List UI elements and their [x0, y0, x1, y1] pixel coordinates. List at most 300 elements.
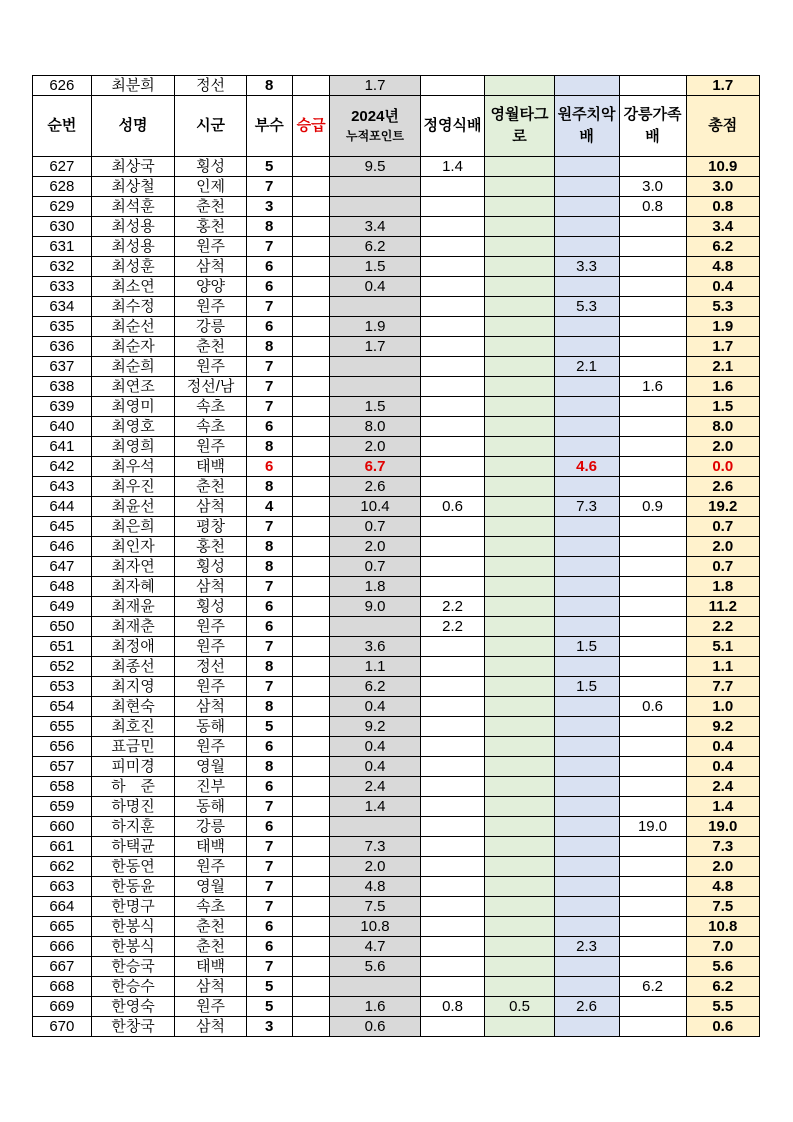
cell-jy: [420, 1017, 485, 1037]
cell-wj: [554, 337, 619, 357]
header-division: 부수: [246, 96, 292, 157]
cell-jy: [420, 897, 485, 917]
table-row: [33, 497, 760, 517]
cell-total: 10.8: [686, 917, 759, 937]
table-row: [33, 217, 760, 237]
cell-points: 7.5: [330, 897, 420, 917]
cell-division: 8: [246, 657, 292, 677]
cell-name: 최성용: [91, 237, 175, 257]
cell-total: 10.9: [686, 157, 759, 177]
cell-jy: [420, 177, 485, 197]
cell-name: 최상철: [91, 177, 175, 197]
cell-division: 6: [246, 917, 292, 937]
cell-yw: [485, 577, 554, 597]
cell-name: 하지훈: [91, 817, 175, 837]
cell-points: 9.5: [330, 157, 420, 177]
cell-yw: [485, 557, 554, 577]
cell-yw: [485, 917, 554, 937]
cell-wj: [554, 537, 619, 557]
cell-jy: [420, 737, 485, 757]
cell-total: 5.6: [686, 957, 759, 977]
cell-city: 원주: [175, 737, 246, 757]
table-row: [33, 637, 760, 657]
cell-name: 최영희: [91, 437, 175, 457]
cell-jy: [420, 937, 485, 957]
cell-jy: [420, 297, 485, 317]
cell-upgrade: [292, 397, 330, 417]
cell-city: 영월: [175, 757, 246, 777]
header-jy: 정영식배: [420, 96, 485, 157]
cell-gr: [619, 637, 686, 657]
cell-gr: [619, 1017, 686, 1037]
cell-division: 8: [246, 477, 292, 497]
table-row: [33, 897, 760, 917]
cell-upgrade: [292, 957, 330, 977]
cell-city: 강릉: [175, 817, 246, 837]
cell-yw: [485, 297, 554, 317]
cell-upgrade: [292, 697, 330, 717]
cell-yw: [485, 817, 554, 837]
cell-total: 4.8: [686, 877, 759, 897]
cell-total: 3.0: [686, 177, 759, 197]
cell-city: 횡성: [175, 157, 246, 177]
cell-wj: [554, 437, 619, 457]
cell-yw: [485, 417, 554, 437]
cell-upgrade: [292, 477, 330, 497]
cell-city: 횡성: [175, 597, 246, 617]
cell-points: [330, 617, 420, 637]
cell-points: 0.6: [330, 1017, 420, 1037]
cell-city: 원주: [175, 237, 246, 257]
cell-total: 0.7: [686, 517, 759, 537]
cell-gr: [619, 597, 686, 617]
table-row: [33, 657, 760, 677]
cell-jy: [420, 857, 485, 877]
cell-division: 7: [246, 877, 292, 897]
cell-gr: [619, 417, 686, 437]
table-row: [33, 317, 760, 337]
cell-total: 5.3: [686, 297, 759, 317]
cell-points: 8.0: [330, 417, 420, 437]
cell-points: 1.4: [330, 797, 420, 817]
cell-gr: 0.6: [619, 697, 686, 717]
cell-upgrade: [292, 417, 330, 437]
cell-division: 6: [246, 777, 292, 797]
cell-name: 최석훈: [91, 197, 175, 217]
cell-points: 1.7: [330, 337, 420, 357]
cell-gr: [619, 157, 686, 177]
cell-jy: 1.4: [420, 157, 485, 177]
cell-upgrade: [292, 757, 330, 777]
cell-points: 10.8: [330, 917, 420, 937]
cell-yw: [485, 197, 554, 217]
cell-upgrade: [292, 897, 330, 917]
cell-total: 1.7: [686, 337, 759, 357]
cell-seq: 627: [33, 157, 92, 177]
cell-city: 원주: [175, 637, 246, 657]
table-row: [33, 777, 760, 797]
cell-upgrade: [292, 817, 330, 837]
cell-yw: [485, 737, 554, 757]
cell-points: 5.6: [330, 957, 420, 977]
cell-yw: [485, 337, 554, 357]
table-row: [33, 197, 760, 217]
cell-jy: [420, 417, 485, 437]
cell-seq: 667: [33, 957, 92, 977]
cell-name: 최순자: [91, 337, 175, 357]
cell-upgrade: [292, 437, 330, 457]
cell-points: 1.5: [330, 257, 420, 277]
cell-gr: [619, 517, 686, 537]
cell-seq: 648: [33, 577, 92, 597]
cell-division: 8: [246, 697, 292, 717]
cell-yw: [485, 657, 554, 677]
cell-seq: 660: [33, 817, 92, 837]
cell-points: 0.7: [330, 557, 420, 577]
cell-yw: [485, 597, 554, 617]
cell-total: 2.1: [686, 357, 759, 377]
cell-city: 태백: [175, 837, 246, 857]
cell-wj: [554, 657, 619, 677]
table-row: [33, 457, 760, 477]
cell-yw: [485, 457, 554, 477]
cell-name: 피미경: [91, 757, 175, 777]
cell-city: 삼척: [175, 577, 246, 597]
cell-total: 1.7: [686, 76, 759, 96]
cell-gr: [619, 757, 686, 777]
cell-name: 한영숙: [91, 997, 175, 1017]
cell-division: 7: [246, 177, 292, 197]
cell-total: 3.4: [686, 217, 759, 237]
cell-total: 4.8: [686, 257, 759, 277]
cell-gr: 1.6: [619, 377, 686, 397]
cell-yw: [485, 857, 554, 877]
cell-jy: [420, 697, 485, 717]
cell-points: 6.2: [330, 677, 420, 697]
cell-upgrade: [292, 657, 330, 677]
cell-total: 0.0: [686, 457, 759, 477]
cell-seq: 658: [33, 777, 92, 797]
cell-city: 춘천: [175, 917, 246, 937]
cell-points: 7.3: [330, 837, 420, 857]
cell-yw: [485, 697, 554, 717]
cell-seq: 653: [33, 677, 92, 697]
cell-seq: 655: [33, 717, 92, 737]
cell-total: 2.0: [686, 537, 759, 557]
cell-division: 7: [246, 517, 292, 537]
cell-jy: [420, 657, 485, 677]
cell-name: 한동윤: [91, 877, 175, 897]
table-row: [33, 357, 760, 377]
header-wj: 원주치악배: [554, 96, 619, 157]
cell-upgrade: [292, 557, 330, 577]
cell-upgrade: [292, 177, 330, 197]
cell-upgrade: [292, 317, 330, 337]
cell-wj: [554, 857, 619, 877]
header-seq: 순번: [33, 96, 92, 157]
cell-seq: 666: [33, 937, 92, 957]
cell-division: 6: [246, 737, 292, 757]
cell-name: 표금민: [91, 737, 175, 757]
cell-jy: 0.6: [420, 497, 485, 517]
cell-wj: [554, 877, 619, 897]
cell-points: 3.4: [330, 217, 420, 237]
cell-yw: [485, 877, 554, 897]
table-row: [33, 857, 760, 877]
cell-wj: [554, 817, 619, 837]
cell-jy: [420, 557, 485, 577]
cell-name: 하택균: [91, 837, 175, 857]
cell-seq: 637: [33, 357, 92, 377]
cell-gr: 6.2: [619, 977, 686, 997]
cell-yw: [485, 317, 554, 337]
cell-total: 7.0: [686, 937, 759, 957]
cell-name: 하 준: [91, 777, 175, 797]
table-row: [33, 557, 760, 577]
cell-yw: [485, 937, 554, 957]
header-points-label: 누적포인트: [346, 129, 404, 143]
table-row: [33, 837, 760, 857]
table-row: [33, 717, 760, 737]
cell-division: 7: [246, 377, 292, 397]
cell-seq: 646: [33, 537, 92, 557]
cell-division: 7: [246, 957, 292, 977]
cell-total: 8.0: [686, 417, 759, 437]
cell-seq: 670: [33, 1017, 92, 1037]
cell-points: [330, 357, 420, 377]
cell-name: 최연조: [91, 377, 175, 397]
cell-city: 원주: [175, 997, 246, 1017]
cell-jy: [420, 777, 485, 797]
cell-yw: [485, 637, 554, 657]
header-yw: 영월타그로: [485, 96, 554, 157]
cell-points: 2.6: [330, 477, 420, 497]
cell-gr: [619, 677, 686, 697]
cell-gr: [619, 877, 686, 897]
cell-wj: 2.6: [554, 997, 619, 1017]
cell-city: 춘천: [175, 477, 246, 497]
cell-division: 4: [246, 497, 292, 517]
cell-yw: [485, 777, 554, 797]
cell-upgrade: [292, 617, 330, 637]
cell-yw: [485, 277, 554, 297]
cell-jy: [420, 357, 485, 377]
cell-division: 7: [246, 897, 292, 917]
cell-jy: [420, 677, 485, 697]
cell-gr: [619, 737, 686, 757]
table-row: [33, 877, 760, 897]
cell-city: 원주: [175, 437, 246, 457]
cell-division: 7: [246, 677, 292, 697]
cell-points: 3.6: [330, 637, 420, 657]
cell-seq: 645: [33, 517, 92, 537]
table-row: [33, 337, 760, 357]
cell-wj: [554, 697, 619, 717]
table-row: [33, 397, 760, 417]
table-row: [33, 437, 760, 457]
header-total: 총점: [686, 96, 759, 157]
cell-upgrade: [292, 217, 330, 237]
cell-total: 1.8: [686, 577, 759, 597]
cell-yw: [485, 717, 554, 737]
table-row: [33, 617, 760, 637]
cell-jy: [420, 437, 485, 457]
cell-seq: 664: [33, 897, 92, 917]
cell-name: 최재춘: [91, 617, 175, 637]
cell-jy: [420, 377, 485, 397]
cell-upgrade: [292, 597, 330, 617]
cell-city: 원주: [175, 857, 246, 877]
cell-gr: [619, 777, 686, 797]
cell-city: 양양: [175, 277, 246, 297]
cell-division: 3: [246, 197, 292, 217]
header-row: [33, 96, 760, 157]
cell-seq: 649: [33, 597, 92, 617]
cell-gr: [619, 76, 686, 96]
cell-seq: 626: [33, 76, 92, 96]
cell-points: [330, 177, 420, 197]
cell-seq: 650: [33, 617, 92, 637]
cell-city: 영월: [175, 877, 246, 897]
cell-wj: [554, 517, 619, 537]
cell-yw: [485, 477, 554, 497]
cell-points: 1.6: [330, 997, 420, 1017]
cell-gr: 0.9: [619, 497, 686, 517]
table-row: [33, 957, 760, 977]
cell-name: 한봉식: [91, 917, 175, 937]
cell-seq: 628: [33, 177, 92, 197]
cell-total: 5.5: [686, 997, 759, 1017]
table-row: [33, 997, 760, 1017]
cell-name: 한승국: [91, 957, 175, 977]
cell-seq: 640: [33, 417, 92, 437]
cell-gr: [619, 957, 686, 977]
cell-jy: [420, 537, 485, 557]
cell-wj: [554, 777, 619, 797]
cell-city: 원주: [175, 297, 246, 317]
cell-division: 7: [246, 857, 292, 877]
cell-city: 삼척: [175, 497, 246, 517]
cell-division: 8: [246, 337, 292, 357]
cell-jy: [420, 637, 485, 657]
cell-total: 0.6: [686, 1017, 759, 1037]
ranking-table: [32, 75, 760, 1037]
cell-wj: 1.5: [554, 677, 619, 697]
cell-seq: 647: [33, 557, 92, 577]
cell-seq: 635: [33, 317, 92, 337]
table-row: [33, 297, 760, 317]
cell-total: 0.4: [686, 277, 759, 297]
cell-seq: 668: [33, 977, 92, 997]
cell-yw: [485, 517, 554, 537]
cell-wj: [554, 917, 619, 937]
cell-yw: [485, 617, 554, 637]
cell-total: 1.6: [686, 377, 759, 397]
cell-upgrade: [292, 877, 330, 897]
cell-jy: [420, 197, 485, 217]
cell-yw: [485, 437, 554, 457]
cell-wj: [554, 277, 619, 297]
cell-name: 최재윤: [91, 597, 175, 617]
cell-name: 최우석: [91, 457, 175, 477]
cell-points: 1.1: [330, 657, 420, 677]
cell-name: 최순희: [91, 357, 175, 377]
cell-jy: [420, 277, 485, 297]
cell-gr: [619, 577, 686, 597]
cell-wj: [554, 317, 619, 337]
cell-city: 평창: [175, 517, 246, 537]
cell-upgrade: [292, 1017, 330, 1037]
cell-seq: 638: [33, 377, 92, 397]
cell-city: 원주: [175, 617, 246, 637]
cell-name: 최지영: [91, 677, 175, 697]
cell-city: 속초: [175, 897, 246, 917]
cell-points: 0.4: [330, 757, 420, 777]
cell-city: 태백: [175, 457, 246, 477]
cell-total: 7.5: [686, 897, 759, 917]
cell-yw: [485, 797, 554, 817]
cell-division: 7: [246, 237, 292, 257]
cell-total: 2.6: [686, 477, 759, 497]
cell-gr: 19.0: [619, 817, 686, 837]
cell-seq: 642: [33, 457, 92, 477]
cell-yw: 0.5: [485, 997, 554, 1017]
table-row: [33, 237, 760, 257]
cell-jy: [420, 317, 485, 337]
cell-wj: [554, 417, 619, 437]
cell-total: 6.2: [686, 977, 759, 997]
cell-upgrade: [292, 297, 330, 317]
cell-division: 6: [246, 457, 292, 477]
cell-name: 최수정: [91, 297, 175, 317]
cell-city: 진부: [175, 777, 246, 797]
cell-yw: [485, 837, 554, 857]
cell-name: 최성훈: [91, 257, 175, 277]
cell-gr: [619, 657, 686, 677]
cell-total: 2.2: [686, 617, 759, 637]
cell-division: 5: [246, 717, 292, 737]
cell-wj: [554, 377, 619, 397]
cell-jy: [420, 577, 485, 597]
cell-division: 5: [246, 997, 292, 1017]
cell-gr: [619, 297, 686, 317]
cell-city: 춘천: [175, 337, 246, 357]
cell-division: 6: [246, 937, 292, 957]
cell-total: 2.4: [686, 777, 759, 797]
cell-jy: [420, 76, 485, 96]
cell-seq: 639: [33, 397, 92, 417]
cell-jy: [420, 977, 485, 997]
header-points-year: 2024년: [351, 108, 399, 125]
cell-name: 최현숙: [91, 697, 175, 717]
cell-city: 정선: [175, 657, 246, 677]
cell-wj: [554, 477, 619, 497]
cell-city: 원주: [175, 357, 246, 377]
cell-city: 정선: [175, 76, 246, 96]
cell-division: 8: [246, 557, 292, 577]
cell-wj: [554, 197, 619, 217]
cell-gr: [619, 317, 686, 337]
cell-division: 6: [246, 317, 292, 337]
cell-seq: 662: [33, 857, 92, 877]
cell-upgrade: [292, 637, 330, 657]
cell-division: 7: [246, 577, 292, 597]
cell-gr: [619, 997, 686, 1017]
cell-points: 1.8: [330, 577, 420, 597]
cell-city: 원주: [175, 677, 246, 697]
cell-points: [330, 977, 420, 997]
cell-points: 9.2: [330, 717, 420, 737]
